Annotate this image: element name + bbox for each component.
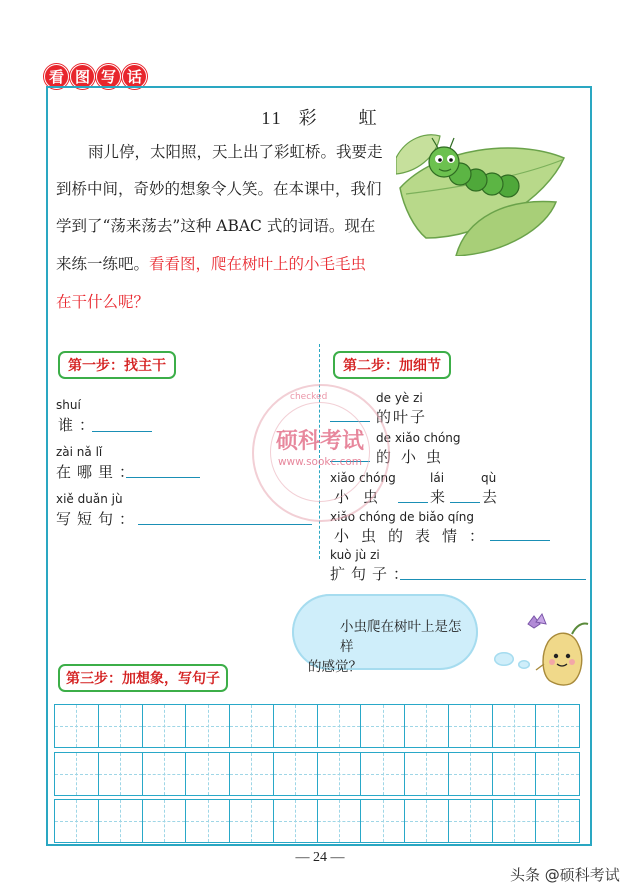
writing-cell[interactable]	[143, 705, 187, 747]
intro-line: 来练一练吧。看看图，爬在树叶上的小毛毛虫	[56, 255, 367, 273]
writing-cell[interactable]	[55, 753, 99, 795]
writing-cell[interactable]	[274, 705, 318, 747]
pinyin: shuí	[56, 398, 81, 412]
answer-line[interactable]	[398, 502, 428, 503]
writing-cell[interactable]	[318, 705, 362, 747]
caterpillar-leaf-illustration	[396, 128, 566, 256]
writing-cell[interactable]	[55, 705, 99, 747]
writing-cell[interactable]	[361, 753, 405, 795]
pinyin: xiǎo chóng de biǎo qíng	[330, 510, 474, 524]
pinyin: zài nǎ lǐ	[56, 445, 103, 459]
pinyin: de xiǎo chóng	[376, 431, 461, 445]
answer-line[interactable]	[126, 477, 200, 478]
writing-cell[interactable]	[318, 800, 362, 842]
answer-line[interactable]	[92, 431, 152, 432]
writing-cell[interactable]	[99, 753, 143, 795]
writing-cell[interactable]	[536, 753, 579, 795]
lesson-number: 11	[261, 108, 283, 128]
pinyin: qù	[481, 471, 497, 485]
prompt-leaf: 的叶子	[376, 408, 428, 426]
writing-cell[interactable]	[99, 705, 143, 747]
step1-label: 第一步：找主干	[58, 351, 176, 379]
writing-cell[interactable]	[274, 800, 318, 842]
step2-label: 第二步：加细节	[333, 351, 451, 379]
cloud-question: 小虫爬在树叶上是怎样 的感觉？	[308, 619, 462, 675]
source-watermark: 头条 @硕科考试	[510, 866, 620, 884]
header-char: 图	[70, 64, 95, 89]
prompt-bug: 的小虫	[376, 448, 452, 466]
cloud-puff	[494, 652, 514, 666]
writing-cell[interactable]	[230, 800, 274, 842]
writing-cell[interactable]	[449, 705, 493, 747]
pinyin: de yè zi	[376, 391, 423, 405]
writing-cell[interactable]	[361, 705, 405, 747]
prompt-expand-sentence: 扩句子：	[330, 565, 415, 583]
intro-line: 雨儿停，太阳照，天上出了彩虹桥。我要走	[88, 143, 383, 161]
page-number: — 24 —	[295, 850, 345, 865]
pinyin: xiě duǎn jù	[56, 492, 123, 506]
lesson-title	[0, 104, 640, 130]
writing-cell[interactable]	[274, 753, 318, 795]
pinyin: kuò jù zi	[330, 548, 380, 562]
title-char: 彩	[298, 108, 319, 129]
writing-cell[interactable]	[186, 705, 230, 747]
prompt-go: 去	[482, 488, 504, 506]
writing-grid-row[interactable]	[54, 704, 580, 748]
writing-cell[interactable]	[230, 753, 274, 795]
intro-line: 到桥中间，奇妙的想象令人笑。在本课中，我们	[56, 180, 382, 198]
writing-cell[interactable]	[186, 753, 230, 795]
stamp-title: 硕科考试	[275, 429, 364, 454]
answer-line[interactable]	[450, 502, 480, 503]
pinyin: xiǎo chóng	[330, 471, 396, 485]
intro-question: 看看图，爬在树叶上的小毛毛虫	[149, 255, 367, 273]
writing-cell[interactable]	[99, 800, 143, 842]
header-char: 看	[44, 64, 69, 89]
intro-question: 在干什么呢？	[56, 293, 150, 311]
writing-cell[interactable]	[230, 705, 274, 747]
answer-line[interactable]	[490, 540, 550, 541]
step3-label: 第三步：加想象，写句子	[58, 664, 228, 692]
answer-line[interactable]	[400, 579, 586, 580]
writing-cell[interactable]	[55, 800, 99, 842]
prompt-come: 来	[430, 488, 452, 506]
writing-cell[interactable]	[405, 800, 449, 842]
writing-cell[interactable]	[536, 800, 579, 842]
intro-line: 学到了“荡来荡去”这种 ABAC 式的词语。现在	[56, 217, 376, 235]
writing-cell[interactable]	[449, 753, 493, 795]
title-char: 虹	[358, 108, 379, 129]
writing-cell[interactable]	[143, 753, 187, 795]
stamp-checked: checked	[290, 392, 328, 402]
pinyin: lái	[430, 471, 445, 485]
writing-cell[interactable]	[143, 800, 187, 842]
writing-cell[interactable]	[361, 800, 405, 842]
stamp-url: www.sookc.com	[277, 456, 363, 468]
writing-cell[interactable]	[493, 705, 537, 747]
writing-cell[interactable]	[493, 800, 537, 842]
writing-cell[interactable]	[449, 800, 493, 842]
writing-cell[interactable]	[536, 705, 579, 747]
cartoon-character-icon	[522, 612, 592, 688]
writing-grid-row[interactable]	[54, 799, 580, 843]
writing-grid-row[interactable]	[54, 752, 580, 796]
writing-cell[interactable]	[405, 705, 449, 747]
prompt-who: 谁：	[58, 416, 101, 434]
prompt-bug-word: 小虫	[334, 488, 393, 506]
prompt-where: 在哪里：	[56, 463, 141, 481]
answer-line[interactable]	[138, 524, 312, 525]
header-char: 写	[96, 64, 121, 89]
prompt-bug-expression: 小虫的表情：	[334, 527, 497, 545]
prompt-short-sentence: 写短句：	[56, 510, 141, 528]
writing-cell[interactable]	[493, 753, 537, 795]
header-char: 话	[122, 64, 147, 89]
writing-cell[interactable]	[405, 753, 449, 795]
writing-cell[interactable]	[186, 800, 230, 842]
writing-cell[interactable]	[318, 753, 362, 795]
